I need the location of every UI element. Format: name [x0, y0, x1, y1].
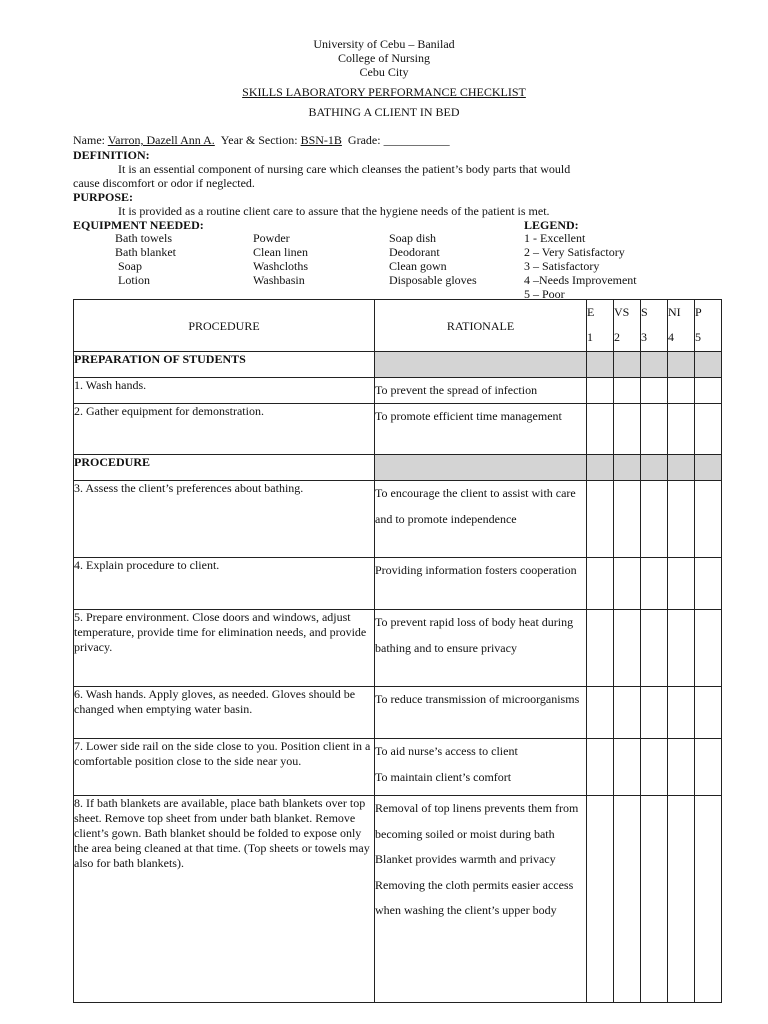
equipment-item: Powder — [253, 231, 290, 245]
equipment-item: Deodorant — [389, 245, 440, 259]
year-section-label: Year & Section: — [220, 133, 298, 147]
equipment-item: Washbasin — [253, 273, 305, 287]
score-cell[interactable] — [695, 739, 722, 796]
score-cell[interactable] — [668, 796, 695, 1003]
legend-item: 3 – Satisfactory — [524, 259, 600, 273]
score-cell[interactable] — [614, 687, 641, 739]
legend-item: 1 - Excellent — [524, 231, 586, 245]
score-cell[interactable] — [641, 610, 668, 687]
section-title-procedure: PROCEDURE — [74, 455, 375, 481]
score-cell[interactable] — [587, 378, 614, 404]
legend-list — [524, 231, 637, 301]
score-header-very-satisfactory: VS 2 — [614, 300, 641, 352]
score-cell[interactable] — [695, 558, 722, 610]
score-cell[interactable] — [614, 378, 641, 404]
shaded-cell — [695, 352, 722, 378]
table-row — [74, 610, 722, 687]
equipment-item: Washcloths — [253, 259, 309, 273]
score-cell[interactable] — [641, 796, 668, 1003]
definition-heading: DEFINITION: — [73, 148, 150, 162]
rationale-cell: To promote efficient time management — [375, 404, 587, 455]
equipment-item: Clean gown — [389, 259, 447, 273]
score-cell[interactable] — [641, 378, 668, 404]
rationale-column-header: RATIONALE — [375, 300, 587, 352]
score-cell[interactable] — [587, 739, 614, 796]
year-section-value: BSN-1B — [300, 133, 342, 147]
procedure-cell: 5. Prepare environment. Close doors and windows, adjust temperature, provide time for elimination needs, and provide privacy. — [74, 610, 375, 687]
score-cell[interactable] — [695, 378, 722, 404]
equipment-item: Soap — [118, 259, 142, 273]
checklist-table — [73, 299, 722, 1003]
section-row-preparation — [74, 352, 722, 378]
score-header-poor: P 5 — [695, 300, 722, 352]
score-cell[interactable] — [641, 687, 668, 739]
score-cell[interactable] — [587, 687, 614, 739]
section-row-procedure — [74, 455, 722, 481]
score-cell[interactable] — [614, 610, 641, 687]
grade-label: Grade: — [347, 133, 381, 147]
score-cell[interactable] — [614, 739, 641, 796]
student-info-line — [73, 133, 450, 147]
rationale-cell: To prevent rapid loss of body heat during bathing and to ensure privacy — [375, 610, 587, 687]
rationale-cell: To prevent the spread of infection — [375, 378, 587, 404]
score-cell[interactable] — [587, 481, 614, 558]
procedure-cell: 4. Explain procedure to client. — [74, 558, 375, 610]
score-cell[interactable] — [668, 558, 695, 610]
shaded-cell — [614, 352, 641, 378]
table-row — [74, 558, 722, 610]
score-cell[interactable] — [668, 481, 695, 558]
rationale-cell: To encourage the client to assist with care and to promote independence — [375, 481, 587, 558]
procedure-column-header: PROCEDURE — [74, 300, 375, 352]
purpose-heading: PURPOSE: — [73, 190, 133, 204]
definition-line-1: It is an essential component of nursing care which cleanses the patient’s body parts that would — [118, 162, 571, 176]
city-name: Cebu City — [359, 65, 409, 79]
procedure-cell: 3. Assess the client’s preferences about bathing. — [74, 481, 375, 558]
score-cell[interactable] — [587, 796, 614, 1003]
rationale-cell: Providing information fosters cooperation — [375, 558, 587, 610]
score-cell[interactable] — [695, 610, 722, 687]
section-title-preparation: PREPARATION OF STUDENTS — [74, 352, 375, 378]
procedure-cell: 7. Lower side rail on the side close to you. Position client in a comfortable position close to the side near you. — [74, 739, 375, 796]
score-cell[interactable] — [695, 481, 722, 558]
checklist-title: SKILLS LABORATORY PERFORMANCE CHECKLIST — [242, 85, 526, 99]
score-header-excellent: E 1 — [587, 300, 614, 352]
equipment-column-2 — [253, 231, 308, 287]
score-cell[interactable] — [641, 481, 668, 558]
shaded-cell — [587, 352, 614, 378]
score-cell[interactable] — [695, 404, 722, 455]
procedure-cell: 1. Wash hands. — [74, 378, 375, 404]
definition-line-2: cause discomfort or odor if neglected. — [73, 176, 255, 190]
institution-name: University of Cebu – Banilad — [313, 37, 455, 51]
score-cell[interactable] — [614, 404, 641, 455]
score-cell[interactable] — [668, 610, 695, 687]
procedure-cell: 6. Wash hands. Apply gloves, as needed. Gloves should be changed when emptying water basin. — [74, 687, 375, 739]
legend-heading: LEGEND: — [524, 218, 579, 232]
equipment-item: Bath towels — [115, 231, 172, 245]
equipment-item: Disposable gloves — [389, 273, 477, 287]
score-header-needs-improvement: NI 4 — [668, 300, 695, 352]
score-cell[interactable] — [695, 796, 722, 1003]
score-cell[interactable] — [614, 558, 641, 610]
legend-item: 4 –Needs Improvement — [524, 273, 637, 287]
procedure-cell: 8. If bath blankets are available, place bath blankets over top sheet. Remove top sheet from under bath blanket. Remove client’s gown. Bath blanket should be folded to expose only the area being cleaned at that time. (Top sheets or towels may also for bath blankets). — [74, 796, 375, 1003]
checklist-subtitle: BATHING A CLIENT IN BED — [308, 105, 460, 119]
table-row — [74, 687, 722, 739]
legend-item: 2 – Very Satisfactory — [524, 245, 625, 259]
score-cell[interactable] — [614, 796, 641, 1003]
shaded-cell — [668, 352, 695, 378]
equipment-heading: EQUIPMENT NEEDED: — [73, 218, 204, 232]
legend-item: 5 – Poor — [524, 287, 565, 301]
shaded-cell — [587, 455, 614, 481]
equipment-item: Soap dish — [389, 231, 437, 245]
shaded-cell — [641, 352, 668, 378]
rationale-cell: To reduce transmission of microorganisms — [375, 687, 587, 739]
score-cell[interactable] — [587, 558, 614, 610]
score-header-satisfactory: S 3 — [641, 300, 668, 352]
shaded-cell — [695, 455, 722, 481]
score-cell[interactable] — [641, 558, 668, 610]
score-cell[interactable] — [587, 610, 614, 687]
purpose-text: It is provided as a routine client care to assure that the hygiene needs of the patient is met. — [118, 204, 550, 218]
grade-value: ___________ — [383, 133, 450, 147]
equipment-item: Bath blanket — [115, 245, 176, 259]
rationale-cell: To aid nurse’s access to client To maintain client’s comfort — [375, 739, 587, 796]
score-cell[interactable] — [668, 739, 695, 796]
table-header-row — [74, 300, 722, 352]
table-row — [74, 481, 722, 558]
shaded-cell — [614, 455, 641, 481]
shaded-cell — [641, 455, 668, 481]
table-row — [74, 739, 722, 796]
name-value: Varron, Dazell Ann A. — [107, 133, 215, 147]
equipment-column-3 — [389, 231, 477, 287]
name-label: Name: — [73, 133, 105, 147]
college-name: College of Nursing — [338, 51, 430, 65]
equipment-column-1 — [115, 231, 176, 287]
shaded-cell — [375, 352, 587, 378]
procedure-cell: 2. Gather equipment for demonstration. — [74, 404, 375, 455]
table-row — [74, 378, 722, 404]
equipment-item: Lotion — [118, 273, 150, 287]
score-cell[interactable] — [695, 687, 722, 739]
score-cell[interactable] — [641, 404, 668, 455]
equipment-item: Clean linen — [253, 245, 308, 259]
score-cell[interactable] — [614, 481, 641, 558]
shaded-cell — [375, 455, 587, 481]
table-row — [74, 404, 722, 455]
score-cell[interactable] — [668, 687, 695, 739]
score-cell[interactable] — [668, 404, 695, 455]
score-cell[interactable] — [641, 739, 668, 796]
shaded-cell — [668, 455, 695, 481]
score-cell[interactable] — [668, 378, 695, 404]
rationale-cell: Removal of top linens prevents them from becoming soiled or moist during bath Blanket provides warmth and privacy Removing the cloth permits easier access when washing the client’s upper body — [375, 796, 587, 1003]
score-cell[interactable] — [587, 404, 614, 455]
table-row — [74, 796, 722, 1003]
